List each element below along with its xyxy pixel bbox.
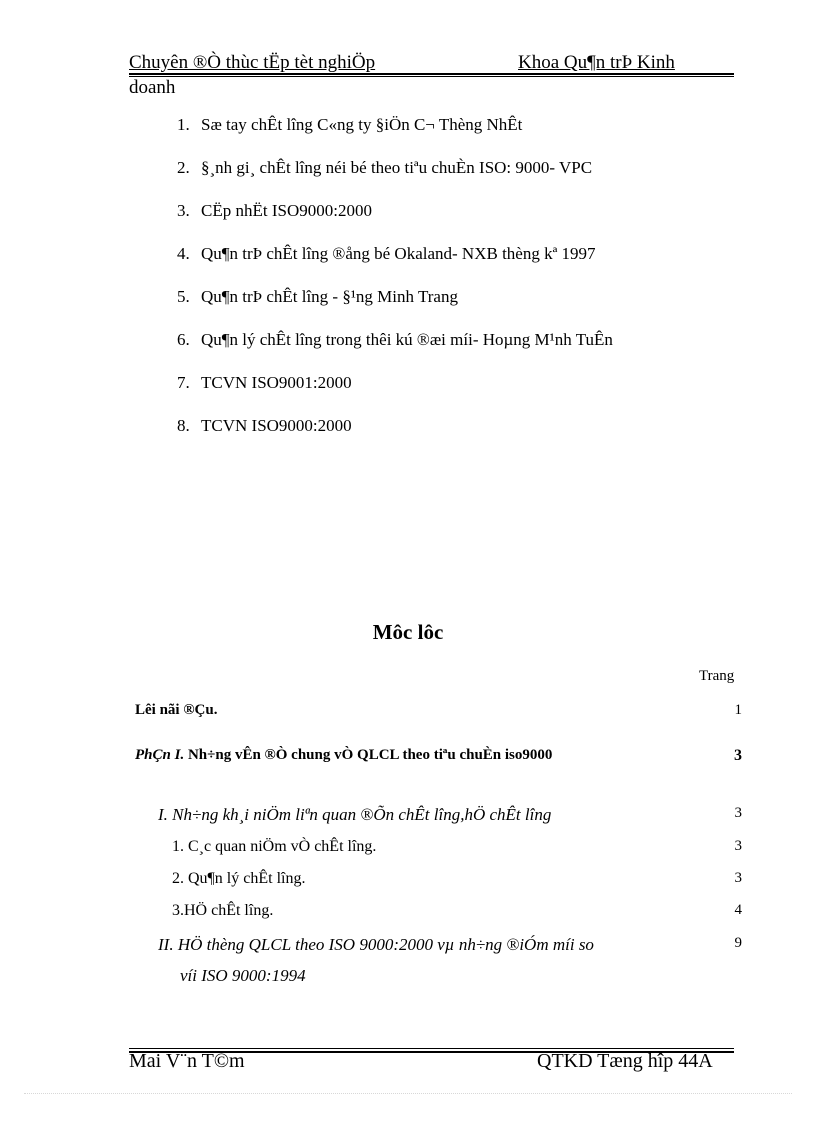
- toc-page-number: 3: [734, 747, 742, 764]
- header-rule: [129, 73, 734, 75]
- toc-entry[interactable]: 3.HÖ chÊt lîng.: [172, 902, 274, 919]
- reference-item: 6. Qu¶n lý chÊt lîng trong thêi kú ®æi míi- Hoµng M¹nh TuÊn: [177, 330, 613, 349]
- toc-entry[interactable]: Lêi nãi ®Çu.: [135, 702, 218, 718]
- toc-entry-continuation[interactable]: víi ISO 9000:1994: [180, 966, 306, 985]
- toc-entry[interactable]: II. HÖ thèng QLCL theo ISO 9000:2000 vµ nh÷ng ®iÓm míi so: [158, 935, 594, 954]
- toc-page-number: 1: [734, 702, 742, 718]
- header-wrap: doanh: [129, 77, 176, 98]
- toc-page-header: Trang: [699, 668, 735, 684]
- toc-entry[interactable]: 2. Qu¶n lý chÊt lîng.: [172, 870, 306, 887]
- reference-item: 4. Qu¶n trÞ chÊt lîng ®ång bé Okaland- NXB thèng kª 1997: [177, 244, 596, 263]
- toc-page-number: 9: [734, 935, 742, 951]
- toc-page-number: 3: [734, 838, 742, 854]
- toc-entry[interactable]: PhÇn I. Nh÷ng vÊn ®Ò chung vÒ QLCL theo tiªu chuÈn iso9000: [135, 747, 553, 763]
- footer-class: QTKD Tæng hîp 44A: [537, 1050, 713, 1072]
- toc-page-number: 3: [734, 870, 742, 886]
- page-bottom-divider: [24, 1093, 792, 1094]
- footer-author: Mai V¨n T©m: [129, 1050, 245, 1072]
- header-rule-thin: [129, 76, 734, 77]
- toc-title: Môc lôc: [372, 620, 444, 644]
- header-left: Chuyên ®Ò thùc tËp tèt nghiÖp: [129, 52, 376, 73]
- reference-item: 5. Qu¶n trÞ chÊt lîng - §¹ng Minh Trang: [177, 287, 458, 306]
- header-right: Khoa Qu¶n trÞ Kinh: [518, 52, 675, 73]
- reference-item: 7. TCVN ISO9001:2000: [177, 373, 352, 392]
- reference-item: 3. CËp nhËt ISO9000:2000: [177, 201, 372, 220]
- toc-entry[interactable]: 1. C¸c quan niÖm vÒ chÊt lîng.: [172, 838, 377, 855]
- toc-page-number: 3: [734, 805, 742, 821]
- reference-item: 2. §¸nh gi¸ chÊt lîng néi bé theo tiªu chuÈn ISO: 9000- VPC: [177, 158, 593, 177]
- toc-page-number: 4: [734, 902, 742, 918]
- footer-rule-thin: [129, 1048, 734, 1049]
- reference-item: 1. Sæ tay chÊt lîng C«ng ty §iÖn C¬ Thèng NhÊt: [177, 115, 523, 134]
- reference-item: 8. TCVN ISO9000:2000: [177, 416, 352, 435]
- toc-entry[interactable]: I. Nh÷ng kh¸i niÖm liªn quan ®Õn chÊt lîng,hÖ chÊt lîng: [158, 805, 552, 824]
